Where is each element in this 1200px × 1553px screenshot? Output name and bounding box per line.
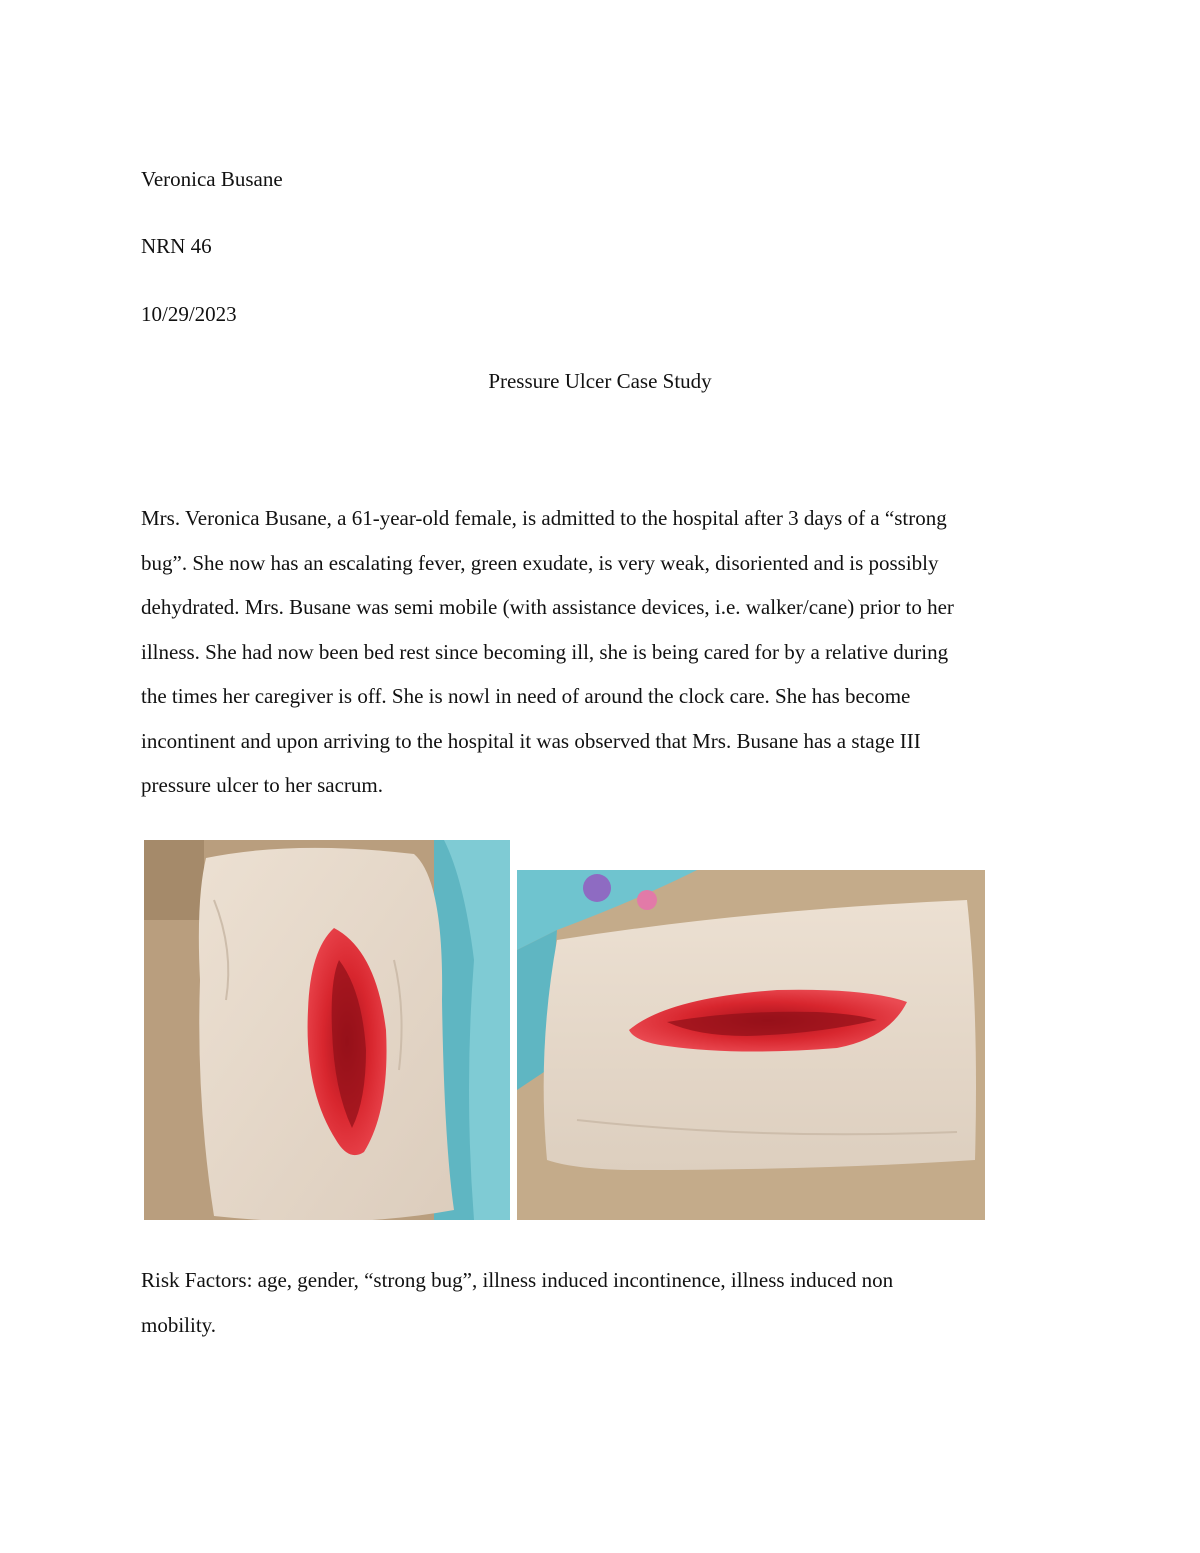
paragraph-line: incontinent and upon arriving to the hospital it was observed that Mrs. Busane has a stage III: [141, 728, 921, 753]
document-title: Pressure Ulcer Case Study: [488, 369, 712, 393]
paragraph-line: bug”. She now has an escalating fever, green exudate, is very weak, disoriented and is possibly: [141, 550, 939, 575]
course-code: NRN 46: [141, 234, 212, 258]
paragraph-line: the times her caregiver is off. She is nowl in need of around the clock care. She has become: [141, 684, 911, 708]
case-description-paragraph: [141, 496, 1061, 808]
author-name: Veronica Busane: [141, 167, 283, 191]
paragraph-line: mobility.: [141, 1312, 217, 1337]
paragraph-line: dehydrated. Mrs. Busane was semi mobile (with assistance devices, i.e. walker/cane) prior to her: [141, 595, 954, 619]
risk-factors-paragraph: [141, 1258, 1061, 1347]
paragraph-line: Mrs. Veronica Busane, a 61-year-old female, is admitted to the hospital after 3 days of a “strong: [141, 506, 947, 530]
paragraph-line: pressure ulcer to her sacrum.: [141, 773, 383, 797]
paragraph-line: Risk Factors: age, gender, “strong bug”, illness induced incontinence, illness induced non: [141, 1268, 894, 1292]
wound-model-photo-horizontal: [517, 870, 985, 1220]
document-date: 10/29/2023: [141, 302, 237, 326]
paragraph-line: illness. She had now been bed rest since becoming ill, she is being cared for by a relative during: [141, 639, 949, 664]
wound-model-photo-vertical: [144, 840, 510, 1220]
